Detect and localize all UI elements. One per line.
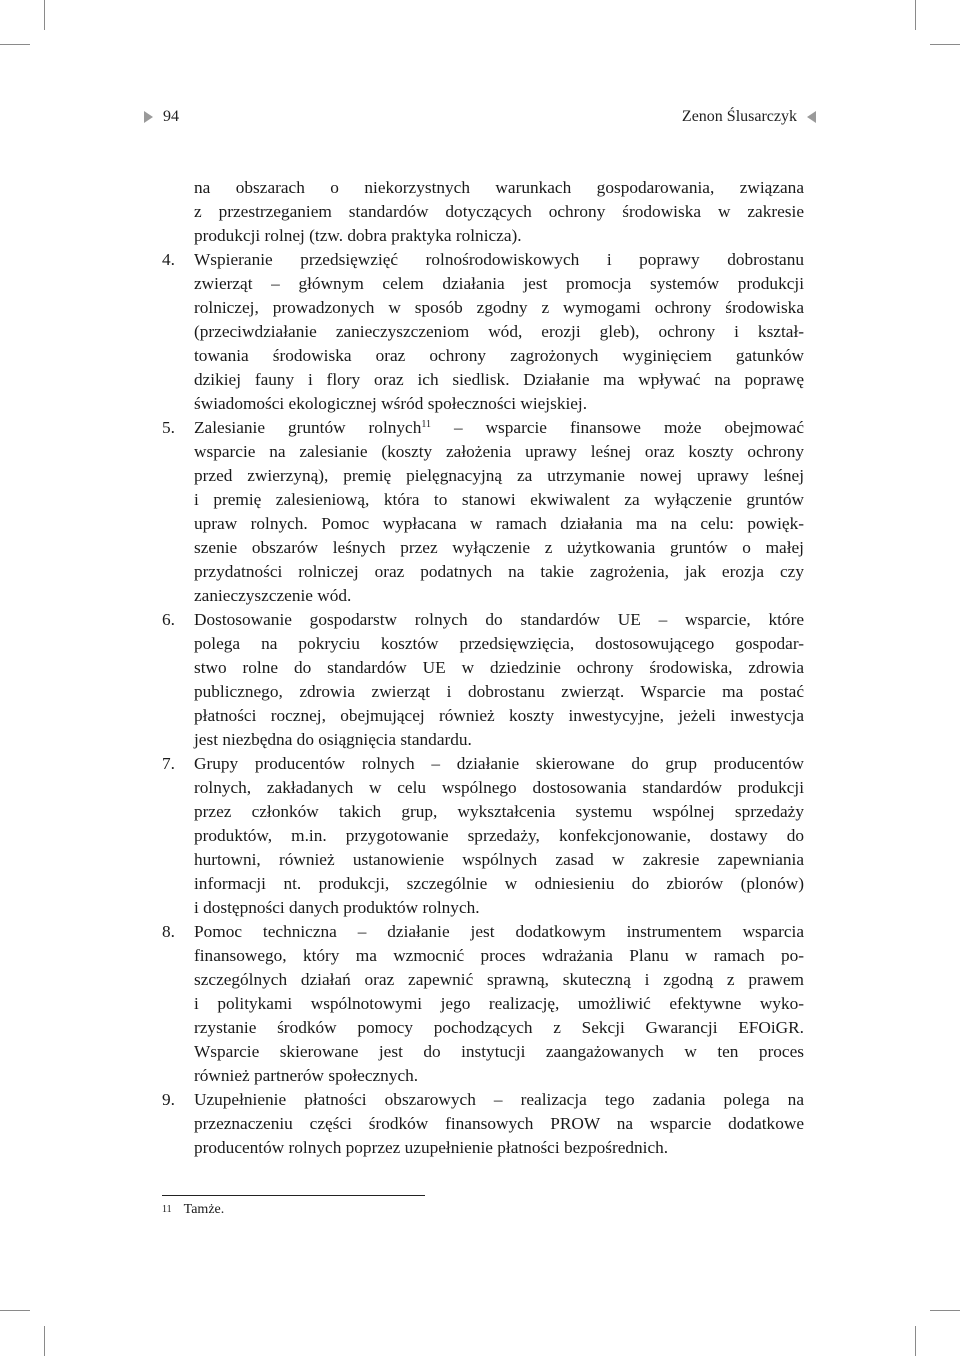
list-number: 9. (162, 1090, 175, 1109)
crop-mark (44, 1326, 45, 1356)
text-line: i politykami wspólnotowymi jego realizację, umożliwić efektywne wyko- (194, 994, 804, 1013)
text-line: dzikiej fauny i flory oraz ich siedlisk. Działanie ma wpływać na poprawę (194, 370, 804, 389)
text-line: jest niezbędna do osiągnięcia standardu. (194, 730, 472, 749)
list-item (162, 752, 804, 920)
text-line: przydatności rolniczej oraz podatnych na takie zagrożenia, jak erozja czy (194, 562, 804, 581)
footnote-number: 11 (162, 1204, 172, 1215)
text-line: świadomości ekologicznej wśród społeczności wiejskiej. (194, 394, 588, 413)
triangle-left-icon (807, 111, 816, 123)
footnote-text: Tamże. (183, 1202, 225, 1217)
footnote (162, 1200, 224, 1220)
page-number: 94 (163, 108, 179, 125)
text-line: finansowego, który ma wzmocnić proces wdrażania Planu w ramach po- (194, 946, 804, 965)
text-line: Wspieranie przedsięwzięć rolnośrodowiskowych i poprawy dobrostanu (194, 250, 804, 269)
list-number: 7. (162, 754, 175, 773)
intro-paragraph (162, 176, 804, 248)
list-item (162, 1088, 804, 1160)
text-line: Pomoc techniczna – działanie jest dodatkowym instrumentem wsparcia (194, 922, 804, 941)
text-line: na obszarach o niekorzystnych warunkach gospodarowania, związana (194, 178, 804, 197)
footnote-divider (162, 1195, 425, 1196)
body-text (162, 176, 804, 1160)
list-number: 4. (162, 250, 175, 269)
crop-mark (915, 1326, 916, 1356)
text-line: przez członków takich grup, wykształcenia systemu wspólnej sprzedaży (194, 802, 804, 821)
list-item (162, 248, 804, 416)
crop-mark (44, 0, 45, 30)
text-line: wsparcie na zalesianie (koszty założenia uprawy leśnej oraz koszty ochrony (194, 442, 804, 461)
list-number: 6. (162, 610, 175, 629)
triangle-right-icon (144, 111, 153, 123)
text-line: i premię zalesieniową, która to stanowi ekwiwalent za wyłączenie gruntów (194, 490, 804, 509)
list-number: 5. (162, 418, 175, 437)
text-line: polega na pokryciu kosztów przedsięwzięcia, dostosowującego gospodar- (194, 634, 804, 653)
text-line: również partnerów społecznych. (194, 1066, 419, 1085)
crop-mark (0, 44, 30, 45)
footnote-ref: 11 (421, 419, 431, 430)
text-line: płatności rocznej, obejmującej również koszty inwestycyjne, jeżeli inwestycja (194, 706, 804, 725)
text-line: producentów rolnych poprzez uzupełnienie płatności bezpośrednich. (194, 1138, 669, 1157)
text-line: informacji nt. produkcji, szczególnie w odniesieniu do zbiorów (plonów) (194, 874, 804, 893)
text-line: (przeciwdziałanie zanieczyszczeniom wód, erozji gleb), ochrony i kształ- (194, 322, 804, 341)
crop-mark (0, 1310, 30, 1311)
list-item (162, 608, 804, 752)
text-line: z przestrzeganiem standardów dotyczących ochrony środowiska w zakresie (194, 202, 804, 221)
text-line: i dostępności danych produktów rolnych. (194, 898, 480, 917)
text-line: upraw rolnych. Pomoc wypłacana w ramach działania ma na celu: powięk- (194, 514, 804, 533)
text-line: towania środowiska oraz ochrony zagrożonych wyginięciem gatunków (194, 346, 804, 365)
text-line: produktów, m.in. przygotowanie sprzedaży, konfekcjonowanie, dostawy do (194, 826, 804, 845)
text-line: Wsparcie skierowane jest do instytucji zaangażowanych w ten proces (194, 1042, 804, 1061)
author-name: Zenon Ślusarczyk (681, 108, 797, 125)
running-head (144, 108, 816, 132)
list-item (162, 416, 804, 608)
list-item (162, 920, 804, 1088)
text-line: szczególnych działań oraz zapewnić sprawną, skuteczną i zgodną z prawem (194, 970, 804, 989)
text-fragment: Zalesianie gruntów rolnych (194, 418, 422, 437)
text-line: produkcji rolnej (tzw. dobra praktyka rolnicza). (194, 226, 522, 245)
text-line: Grupy producentów rolnych – działanie skierowane do grup producentów (194, 754, 804, 773)
text-line: rolniczej, prowadzonych w sposób zgodny z wymogami ochrony środowiska (194, 298, 804, 317)
running-head-left (144, 108, 179, 126)
text-line: hurtowni, również ustanowienie wspólnych zasad w zakresie zapewniania (194, 850, 804, 869)
text-line: publicznego, zdrowia zwierząt i dobrostanu zwierząt. Wsparcie ma postać (194, 682, 804, 701)
crop-mark (915, 0, 916, 30)
running-head-right (682, 108, 816, 126)
text-line: Uzupełnienie płatności obszarowych – realizacja tego zadania polega na (194, 1090, 804, 1109)
crop-mark (930, 44, 960, 45)
text-line: szenie obszarów leśnych przez wyłączenie z użytkowania gruntów o małej (194, 538, 804, 557)
text-line: zwierząt – głównym celem działania jest promocja systemów produkcji (194, 274, 804, 293)
text-line: rolnych, zakładanych w celu wspólnego dostosowania standardów produkcji (194, 778, 804, 797)
text-line: Dostosowanie gospodarstw rolnych do standardów UE – wsparcie, które (194, 610, 804, 629)
crop-mark (930, 1310, 960, 1311)
text-line (194, 416, 804, 440)
list-number: 8. (162, 922, 175, 941)
text-line: zanieczyszczenie wód. (194, 586, 352, 605)
text-line: stwo rolne do standardów UE w dziedzinie ochrony środowiska, zdrowia (194, 658, 804, 677)
text-line: przeznaczeniu części środków finansowych PROW na wsparcie dodatkowe (194, 1114, 804, 1133)
text-fragment: – wsparcie finansowe może obejmować (430, 418, 804, 437)
text-line: przed zwierzyną), premię pielęgnacyjną za utrzymanie nowej uprawy leśnej (194, 466, 804, 485)
text-line: rzystanie środków pomocy pochodzących z Sekcji Gwarancji EFOiGR. (194, 1018, 804, 1037)
